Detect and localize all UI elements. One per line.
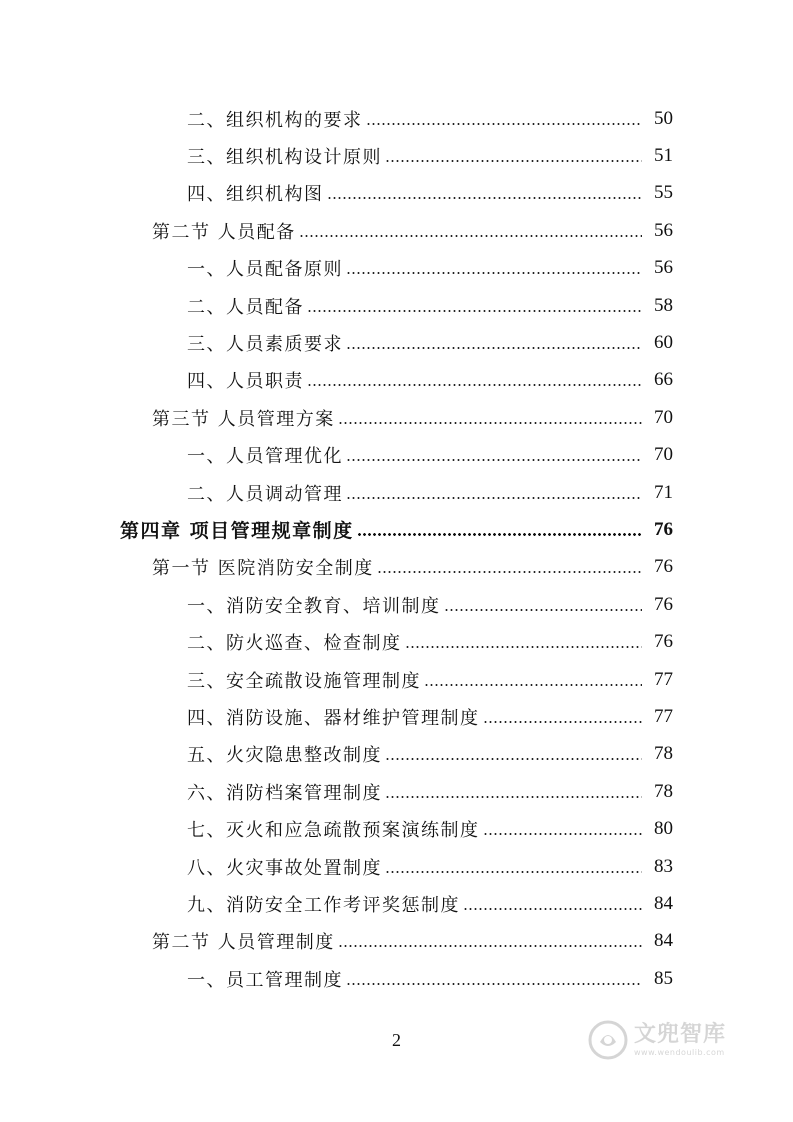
toc-section-entry[interactable] bbox=[0, 399, 793, 436]
toc-entry-title: 三、安全疏散设施管理制度 bbox=[187, 670, 421, 692]
toc-leader-dots bbox=[424, 684, 642, 686]
toc-entry-page: 70 bbox=[654, 406, 673, 428]
toc-entry-page: 70 bbox=[654, 444, 673, 466]
toc-entry-page: 84 bbox=[654, 892, 673, 914]
toc-entry-title: 第二节 人员管理制度 bbox=[152, 932, 335, 954]
toc-entry[interactable] bbox=[0, 362, 793, 399]
toc-entry-title: 第一节 医院消防安全制度 bbox=[152, 558, 374, 580]
toc-leader-dots bbox=[377, 571, 642, 573]
toc-entry[interactable] bbox=[0, 250, 793, 287]
toc-entry[interactable] bbox=[0, 474, 793, 511]
toc-entry[interactable] bbox=[0, 137, 793, 174]
toc-entry-title: 二、人员配备 bbox=[187, 296, 304, 318]
toc-entry-page: 58 bbox=[654, 294, 673, 316]
table-of-contents bbox=[0, 100, 793, 997]
toc-leader-dots bbox=[338, 422, 642, 424]
toc-leader-dots bbox=[346, 459, 642, 461]
toc-entry-page: 77 bbox=[654, 668, 673, 690]
toc-entry-page: 77 bbox=[654, 705, 673, 727]
toc-entry-page: 76 bbox=[654, 518, 673, 540]
toc-leader-dots bbox=[307, 310, 642, 312]
toc-chapter-entry[interactable] bbox=[0, 511, 793, 548]
toc-entry[interactable] bbox=[0, 661, 793, 698]
toc-leader-dots bbox=[483, 721, 643, 723]
toc-entry-title: 一、消防安全教育、培训制度 bbox=[187, 595, 441, 617]
toc-entry-title: 七、灭火和应急疏散预案演练制度 bbox=[187, 820, 480, 842]
toc-leader-dots bbox=[385, 796, 642, 798]
toc-entry[interactable] bbox=[0, 773, 793, 810]
toc-entry[interactable] bbox=[0, 698, 793, 735]
toc-leader-dots bbox=[299, 235, 642, 237]
toc-entry-page: 84 bbox=[654, 930, 673, 952]
watermark-name: 文兜智库 bbox=[634, 1021, 727, 1047]
toc-entry-title: 五、火灾隐患整改制度 bbox=[187, 745, 382, 767]
toc-entry-page: 85 bbox=[654, 967, 673, 989]
toc-entry-page: 76 bbox=[654, 556, 673, 578]
toc-entry[interactable] bbox=[0, 885, 793, 922]
toc-entry-page: 60 bbox=[654, 332, 673, 354]
toc-entry-page: 78 bbox=[654, 743, 673, 765]
toc-leader-dots bbox=[346, 347, 642, 349]
toc-leader-dots bbox=[463, 908, 642, 910]
toc-entry[interactable] bbox=[0, 623, 793, 660]
toc-entry-title: 二、组织机构的要求 bbox=[187, 109, 363, 131]
toc-entry-title: 九、消防安全工作考评奖惩制度 bbox=[187, 894, 460, 916]
toc-entry-title: 一、员工管理制度 bbox=[187, 969, 343, 991]
watermark bbox=[588, 1020, 726, 1060]
toc-entry-title: 第三节 人员管理方案 bbox=[152, 408, 335, 430]
toc-leader-dots bbox=[385, 871, 642, 873]
toc-leader-dots bbox=[338, 945, 642, 947]
toc-leader-dots bbox=[346, 497, 642, 499]
toc-entry-page: 51 bbox=[654, 145, 673, 167]
toc-leader-dots bbox=[346, 272, 642, 274]
toc-leader-dots bbox=[483, 833, 643, 835]
toc-entry[interactable] bbox=[0, 324, 793, 361]
toc-entry[interactable] bbox=[0, 848, 793, 885]
toc-entry[interactable] bbox=[0, 810, 793, 847]
toc-entry-page: 66 bbox=[654, 369, 673, 391]
toc-entry-title: 二、防火巡查、检查制度 bbox=[187, 633, 402, 655]
watermark-logo-icon bbox=[588, 1020, 628, 1060]
toc-leader-dots bbox=[405, 646, 643, 648]
toc-leader-dots bbox=[385, 758, 642, 760]
toc-entry[interactable] bbox=[0, 100, 793, 137]
toc-leader-dots bbox=[357, 533, 642, 536]
toc-leader-dots bbox=[385, 160, 642, 162]
toc-entry-page: 83 bbox=[654, 855, 673, 877]
toc-entry-title: 四、人员职责 bbox=[187, 371, 304, 393]
watermark-text bbox=[634, 1021, 727, 1057]
toc-entry-title: 四、消防设施、器材维护管理制度 bbox=[187, 707, 480, 729]
toc-entry[interactable] bbox=[0, 175, 793, 212]
watermark-url: www.wendoulib.com bbox=[634, 1047, 725, 1057]
toc-entry[interactable] bbox=[0, 287, 793, 324]
toc-entry-title: 六、消防档案管理制度 bbox=[187, 782, 382, 804]
toc-entry-title: 三、人员素质要求 bbox=[187, 334, 343, 356]
toc-leader-dots bbox=[366, 123, 643, 125]
toc-section-entry[interactable] bbox=[0, 923, 793, 960]
toc-entry-title: 四、组织机构图 bbox=[187, 184, 324, 206]
toc-section-entry[interactable] bbox=[0, 549, 793, 586]
toc-entry-page: 50 bbox=[654, 107, 673, 129]
toc-leader-dots bbox=[327, 197, 643, 199]
toc-chapter-title: 第四章 项目管理规章制度 bbox=[120, 520, 354, 543]
toc-leader-dots bbox=[444, 609, 643, 611]
toc-entry-page: 80 bbox=[654, 818, 673, 840]
toc-entry-title: 八、火灾事故处置制度 bbox=[187, 857, 382, 879]
page-number: 2 bbox=[392, 1030, 401, 1050]
toc-entry[interactable] bbox=[0, 586, 793, 623]
toc-leader-dots bbox=[346, 983, 642, 985]
toc-entry-page: 55 bbox=[654, 182, 673, 204]
toc-entry-page: 78 bbox=[654, 780, 673, 802]
toc-entry-page: 56 bbox=[654, 257, 673, 279]
toc-entry-page: 76 bbox=[654, 631, 673, 653]
toc-entry[interactable] bbox=[0, 736, 793, 773]
toc-entry-title: 一、人员配备原则 bbox=[187, 259, 343, 281]
toc-entry-title: 第二节 人员配备 bbox=[152, 221, 296, 243]
toc-entry-page: 56 bbox=[654, 219, 673, 241]
toc-leader-dots bbox=[307, 384, 642, 386]
toc-section-entry[interactable] bbox=[0, 212, 793, 249]
toc-entry-page: 76 bbox=[654, 593, 673, 615]
toc-entry-title: 三、组织机构设计原则 bbox=[187, 147, 382, 169]
toc-entry-title: 二、人员调动管理 bbox=[187, 483, 343, 505]
toc-entry[interactable] bbox=[0, 960, 793, 997]
toc-entry-title: 一、人员管理优化 bbox=[187, 446, 343, 468]
toc-entry[interactable] bbox=[0, 437, 793, 474]
toc-entry-page: 71 bbox=[654, 481, 673, 503]
